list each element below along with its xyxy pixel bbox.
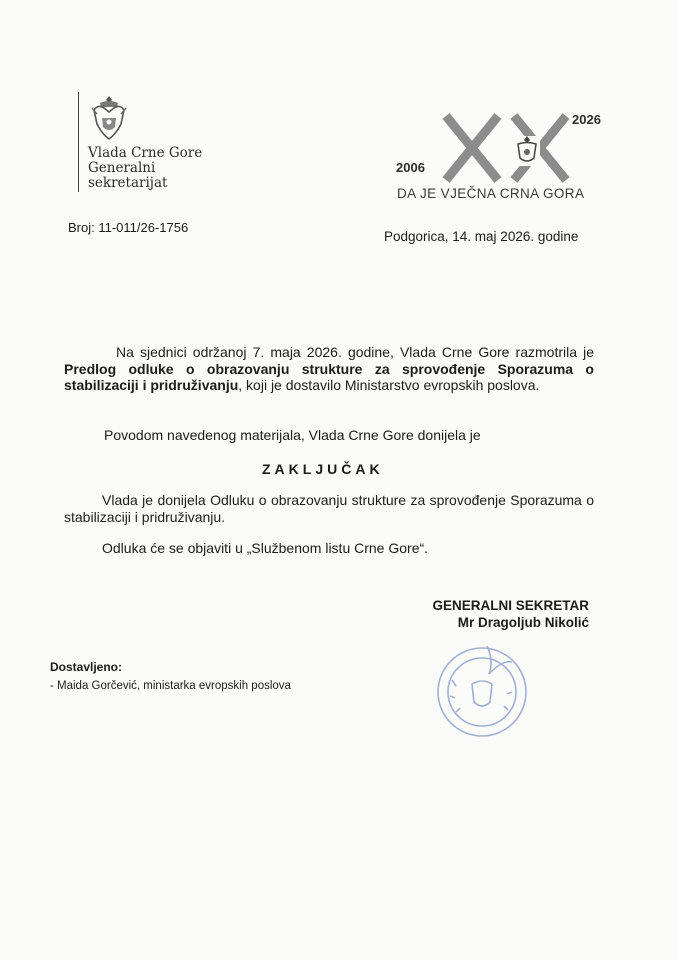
intro-text-end: , koji je dostavilo Ministarstvo evropskih poslova. bbox=[238, 377, 540, 393]
distribution-item: - Maida Gorčević, ministarka evropskih poslova bbox=[50, 680, 291, 692]
signature-name: Mr Dragoljub Nikolić bbox=[457, 615, 589, 630]
government-line: sekretarijat bbox=[88, 175, 168, 191]
decision-text: Vlada je donijela Odluku o obrazovanju strukture za sprovođenje Sporazuma o stabilizaciji i pridruživanju. bbox=[64, 492, 594, 525]
paragraph-intro bbox=[64, 344, 594, 394]
jubilee-caption: DA JE VJEČNA CRNA GORA bbox=[397, 186, 585, 201]
official-stamp-icon bbox=[432, 640, 532, 740]
signature-block bbox=[432, 597, 589, 631]
header-rule bbox=[78, 92, 79, 192]
place-date: Podgorica, 14. maj 2026. godine bbox=[384, 229, 579, 244]
government-header bbox=[72, 92, 252, 202]
jubilee-start-year: 2006 bbox=[396, 160, 425, 175]
jubilee-end-year: 2026 bbox=[572, 112, 601, 127]
paragraph-publication: Odluka će se objaviti u „Službenom listu Crne Gore“. bbox=[102, 540, 429, 556]
signature-title: GENERALNI SEKRETAR bbox=[432, 598, 589, 613]
jubilee-logo bbox=[394, 108, 614, 206]
distribution-heading: Dostavljeno: bbox=[50, 660, 123, 674]
conclusion-title: ZAKLJUČAK bbox=[262, 461, 384, 477]
coat-of-arms-icon bbox=[88, 94, 130, 142]
paragraph-decision bbox=[64, 492, 594, 525]
document-number: Broj: 11-011/26-1756 bbox=[68, 220, 189, 235]
government-name bbox=[88, 146, 202, 191]
intro-text-start: Na sjednici održanoj 7. maja 2026. godine, Vlada Crne Gore razmotrila je bbox=[116, 344, 594, 360]
government-line: Vlada Crne Gore bbox=[88, 145, 203, 161]
proposal-title: Predlog odluke o obrazovanju strukture za sprovođenje Sporazuma o stabilizaciji i pridruživanju bbox=[64, 360, 594, 393]
paragraph-adopted: Povodom navedenog materijala, Vlada Crne Gore donijela je bbox=[104, 427, 481, 443]
government-line: Generalni bbox=[88, 160, 156, 176]
